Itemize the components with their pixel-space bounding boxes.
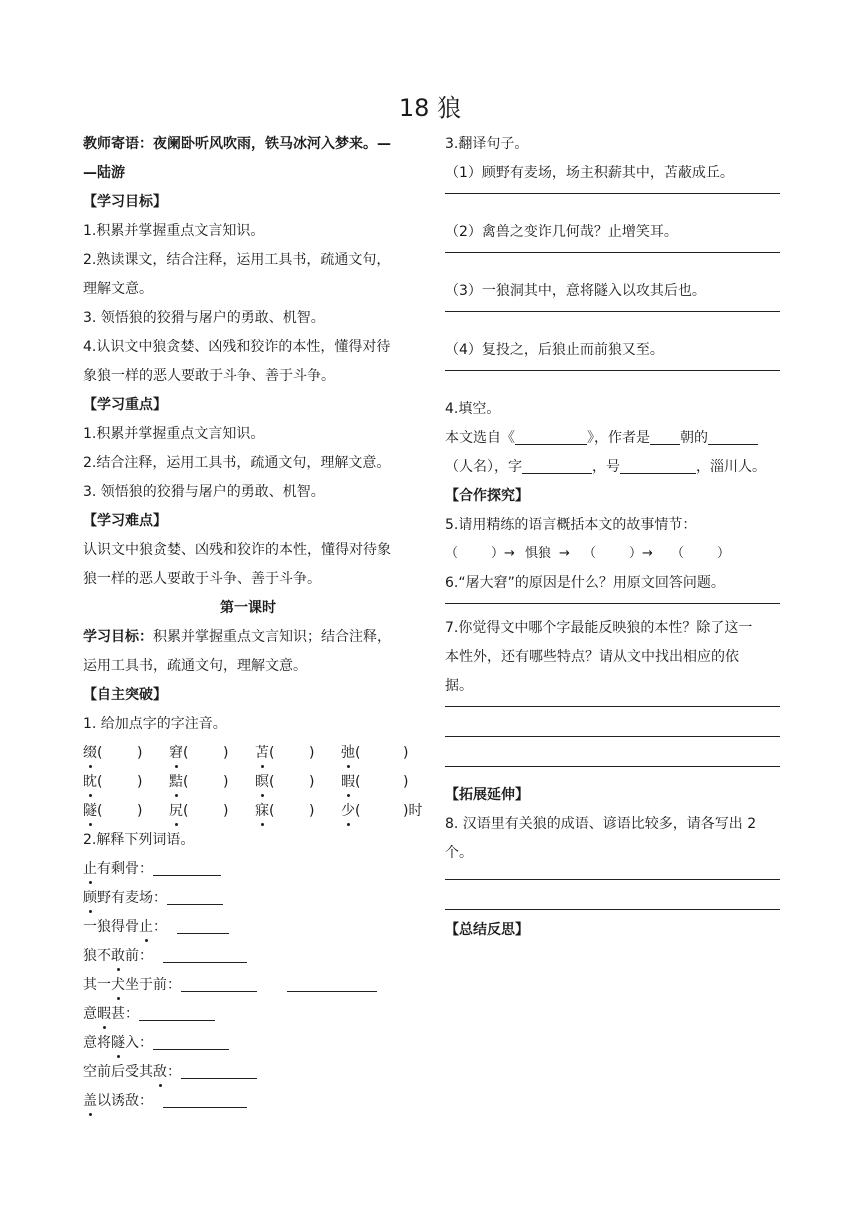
term-item xyxy=(83,975,413,1004)
answer-line[interactable] xyxy=(445,705,780,707)
pinyin-item xyxy=(255,743,341,763)
dotted-char: 眈 xyxy=(83,774,97,790)
term-item xyxy=(83,946,413,975)
question-7: 7.你觉得文中哪个字最能反映狼的本性？除了这一 xyxy=(445,620,753,636)
pinyin-item xyxy=(255,801,341,821)
dotted-char: 顾 xyxy=(83,890,97,906)
term-text: ： xyxy=(167,1064,181,1080)
fill-text: （人名），字 xyxy=(445,459,522,475)
dotted-char: 止 xyxy=(83,861,97,877)
pinyin-row xyxy=(83,801,423,830)
term-text: 野有麦场： xyxy=(97,890,167,906)
key-item: 3. 领悟狼的狡猾与屠户的勇敢、机智。 xyxy=(83,484,325,500)
answer-line[interactable] xyxy=(445,908,780,910)
key-item: 2.结合注释，运用工具书，疏通文句，理解文意。 xyxy=(83,455,391,471)
answer-blank[interactable] xyxy=(167,888,223,905)
term-text: 意将 xyxy=(83,1035,111,1051)
dotted-char: 黠 xyxy=(169,774,183,790)
answer-blank[interactable] xyxy=(287,975,377,992)
pen-name-blank[interactable] xyxy=(620,457,696,474)
pinyin-item xyxy=(169,772,255,792)
sentence-4: （4）复投之，后狼止而前狼又至。 xyxy=(445,342,664,358)
question-8: 8. 汉语里有关狼的成语、谚语比较多，请各写出 2 xyxy=(445,816,757,832)
pinyin-open[interactable]: ( xyxy=(269,803,275,819)
plot-flow xyxy=(445,544,780,573)
pinyin-open[interactable]: ( xyxy=(183,774,189,790)
sentence-3: （3）一狼洞其中，意将隧入以攻其后也。 xyxy=(445,283,706,299)
pinyin-item xyxy=(255,772,341,792)
pinyin-item xyxy=(83,801,169,821)
extension-heading: 【拓展延伸】 xyxy=(445,787,529,803)
courtesy-name-blank[interactable] xyxy=(522,457,592,474)
goal-item: 理解文意。 xyxy=(83,281,153,297)
dotted-char: 犬 xyxy=(111,977,125,993)
lesson-goal-text: 积累并掌握重点文言知识；结合注释， xyxy=(153,629,391,645)
answer-line[interactable] xyxy=(445,735,780,737)
right-column xyxy=(445,134,780,949)
fill-text: 朝的 xyxy=(680,430,708,446)
term-text: 甚： xyxy=(111,1006,139,1022)
key-heading: 【学习重点】 xyxy=(83,397,167,413)
pinyin-open[interactable]: ( xyxy=(269,745,275,761)
pinyin-close: ) xyxy=(309,774,315,790)
lesson-goal xyxy=(83,627,413,656)
dynasty-blank[interactable] xyxy=(650,428,680,445)
question-4: 4.填空。 xyxy=(445,401,501,417)
question-8-line2: 个。 xyxy=(445,845,473,861)
flow-open: （ xyxy=(583,546,597,561)
book-blank[interactable] xyxy=(515,428,587,445)
fill-text: ，号 xyxy=(592,459,620,475)
dotted-char: 瞑 xyxy=(255,774,269,790)
self-study-heading: 【自主突破】 xyxy=(83,687,167,703)
difficulty-heading: 【学习难点】 xyxy=(83,513,167,529)
question-1: 1. 给加点字的字注音。 xyxy=(83,716,227,732)
pinyin-open[interactable]: ( xyxy=(97,803,103,819)
dotted-char: 盖 xyxy=(83,1093,97,1109)
dotted-char: 尻 xyxy=(169,803,183,819)
goals-heading: 【学习目标】 xyxy=(83,194,167,210)
pinyin-close: ) xyxy=(309,745,315,761)
answer-blank[interactable] xyxy=(153,859,221,876)
goal-item: 象狼一样的恶人要敢于斗争、善于斗争。 xyxy=(83,368,335,384)
term-text: 入： xyxy=(125,1035,153,1051)
term-item xyxy=(83,888,413,917)
pinyin-item xyxy=(169,743,255,763)
question-7-line3: 据。 xyxy=(445,678,473,694)
pinyin-open[interactable]: ( xyxy=(355,803,361,819)
term-text: 空前后受其 xyxy=(83,1064,153,1080)
dotted-char: 隧 xyxy=(83,803,97,819)
pinyin-open[interactable]: ( xyxy=(355,774,361,790)
dotted-char: 暇 xyxy=(341,774,355,790)
flow-close: ） xyxy=(717,546,731,561)
teacher-motto-line1: 教师寄语：夜阑卧听风吹雨，铁马冰河入梦来。— xyxy=(83,136,391,152)
term-item xyxy=(83,1062,413,1091)
pinyin-item xyxy=(83,772,169,792)
answer-line[interactable] xyxy=(445,602,780,604)
flow-open: （ xyxy=(445,546,459,561)
pinyin-open[interactable]: ( xyxy=(355,745,361,761)
cooperation-heading: 【合作探究】 xyxy=(445,488,529,504)
dotted-char: 敢 xyxy=(111,948,125,964)
term-text: 前： xyxy=(125,948,153,964)
pinyin-close: )时 xyxy=(403,803,423,819)
author-blank[interactable] xyxy=(708,428,758,445)
teacher-motto-line2: —陆游 xyxy=(83,165,125,181)
question-6: 6.“屠大窘”的原因是什么？用原文回答问题。 xyxy=(445,575,725,591)
term-item xyxy=(83,1091,413,1120)
pinyin-row xyxy=(83,743,413,772)
pinyin-item xyxy=(83,743,169,763)
pinyin-open[interactable]: ( xyxy=(97,774,103,790)
answer-blank[interactable] xyxy=(163,946,247,963)
flow-close-arrow: ）→ xyxy=(491,546,515,561)
answer-blank[interactable] xyxy=(139,1004,215,1021)
difficulty-item: 狼一样的恶人要敢于斗争、善于斗争。 xyxy=(83,571,321,587)
lesson-goal-label: 学习目标： xyxy=(83,629,153,645)
term-item xyxy=(83,917,413,946)
goal-item: 4.认识文中狼贪婪、凶残和狡诈的本性，懂得对待 xyxy=(83,339,391,355)
dotted-char: 窘 xyxy=(169,745,183,761)
summary-heading: 【总结反思】 xyxy=(445,922,529,938)
dotted-char: 弛 xyxy=(341,745,355,761)
fill-blank-line1 xyxy=(445,428,780,457)
term-text: ： xyxy=(153,919,167,935)
dotted-char: 缀 xyxy=(83,745,97,761)
term-text: 以诱敌： xyxy=(97,1093,153,1109)
question-3: 3.翻译句子。 xyxy=(445,136,529,152)
answer-blank[interactable] xyxy=(181,1062,257,1079)
answer-blank[interactable] xyxy=(181,975,257,992)
question-2: 2.解释下列词语。 xyxy=(83,832,195,848)
dotted-char: 止 xyxy=(139,919,153,935)
pinyin-close: ) xyxy=(137,774,143,790)
terms-list xyxy=(83,859,413,1120)
pinyin-close: ) xyxy=(403,745,409,761)
pinyin-open[interactable]: ( xyxy=(183,745,189,761)
key-item: 1.积累并掌握重点文言知识。 xyxy=(83,426,265,442)
question-7-line2: 本性外，还有哪些特点？请从文中找出相应的依 xyxy=(445,649,739,665)
sentence-2: （2）禽兽之变诈几何哉？止增笑耳。 xyxy=(445,224,678,240)
lesson-goal-line2: 运用工具书，疏通文句，理解文意。 xyxy=(83,658,307,674)
goal-item: 1.积累并掌握重点文言知识。 xyxy=(83,223,265,239)
term-text: 有剩骨： xyxy=(97,861,153,877)
pinyin-open[interactable]: ( xyxy=(269,774,275,790)
term-text: 其一 xyxy=(83,977,111,993)
term-item xyxy=(83,1033,413,1062)
answer-blank[interactable] xyxy=(153,1033,229,1050)
dotted-char: 少 xyxy=(341,803,355,819)
pinyin-item xyxy=(341,801,427,821)
term-text: 狼不 xyxy=(83,948,111,964)
pinyin-grid xyxy=(83,743,423,830)
answer-line[interactable] xyxy=(445,765,780,767)
question-5: 5.请用精练的语言概括本文的故事情节： xyxy=(445,517,697,533)
pinyin-close: ) xyxy=(223,803,229,819)
dotted-char: 敌 xyxy=(153,1064,167,1080)
pinyin-open[interactable]: ( xyxy=(183,803,189,819)
term-item xyxy=(83,1004,413,1033)
answer-line[interactable] xyxy=(445,310,780,312)
pinyin-open[interactable]: ( xyxy=(97,745,103,761)
dotted-char: 暇 xyxy=(97,1006,111,1022)
term-text: 坐于前： xyxy=(125,977,181,993)
pinyin-close: ) xyxy=(403,774,409,790)
answer-line[interactable] xyxy=(445,878,780,880)
term-text: 意 xyxy=(83,1006,97,1022)
pinyin-row xyxy=(83,772,413,801)
sentence-1: （1）顾野有麦场，场主积薪其中，苫蔽成丘。 xyxy=(445,165,734,181)
pinyin-close: ) xyxy=(309,803,315,819)
lesson-heading: 第一课时 xyxy=(220,600,276,616)
answer-blank[interactable] xyxy=(163,1091,247,1108)
dotted-char: 寐 xyxy=(255,803,269,819)
pinyin-close: ) xyxy=(137,803,143,819)
goal-item: 3. 领悟狼的狡猾与屠户的勇敢、机智。 xyxy=(83,310,325,326)
dotted-char: 隧 xyxy=(111,1035,125,1051)
flow-close-arrow: ）→ xyxy=(629,546,653,561)
flow-fear-wolf: 惧狼 xyxy=(525,546,552,561)
fill-text: 》，作者是 xyxy=(587,430,650,446)
fill-text: 本文选自《 xyxy=(445,430,515,446)
fill-blank-line2 xyxy=(445,457,780,486)
flow-open: （ xyxy=(671,546,685,561)
answer-line[interactable] xyxy=(445,369,780,371)
goal-item: 2.熟读课文，结合注释，运用工具书，疏通文句， xyxy=(83,252,391,268)
pinyin-close: ) xyxy=(137,745,143,761)
pinyin-close: ) xyxy=(223,774,229,790)
pinyin-item xyxy=(169,801,255,821)
term-item xyxy=(83,859,413,888)
dotted-char: 苫 xyxy=(255,745,269,761)
left-column xyxy=(83,134,423,1120)
pinyin-item xyxy=(341,743,427,763)
answer-line[interactable] xyxy=(445,192,780,194)
pinyin-close: ) xyxy=(223,745,229,761)
answer-blank[interactable] xyxy=(177,917,229,934)
fill-text: ，淄川人。 xyxy=(696,459,766,475)
page-title: 18 狼 xyxy=(398,94,462,122)
flow-arrow: → xyxy=(559,546,570,561)
term-text: 一狼得骨 xyxy=(83,919,139,935)
pinyin-item xyxy=(341,772,427,792)
difficulty-item: 认识文中狼贪婪、凶残和狡诈的本性，懂得对待象 xyxy=(83,542,391,558)
answer-line[interactable] xyxy=(445,251,780,253)
